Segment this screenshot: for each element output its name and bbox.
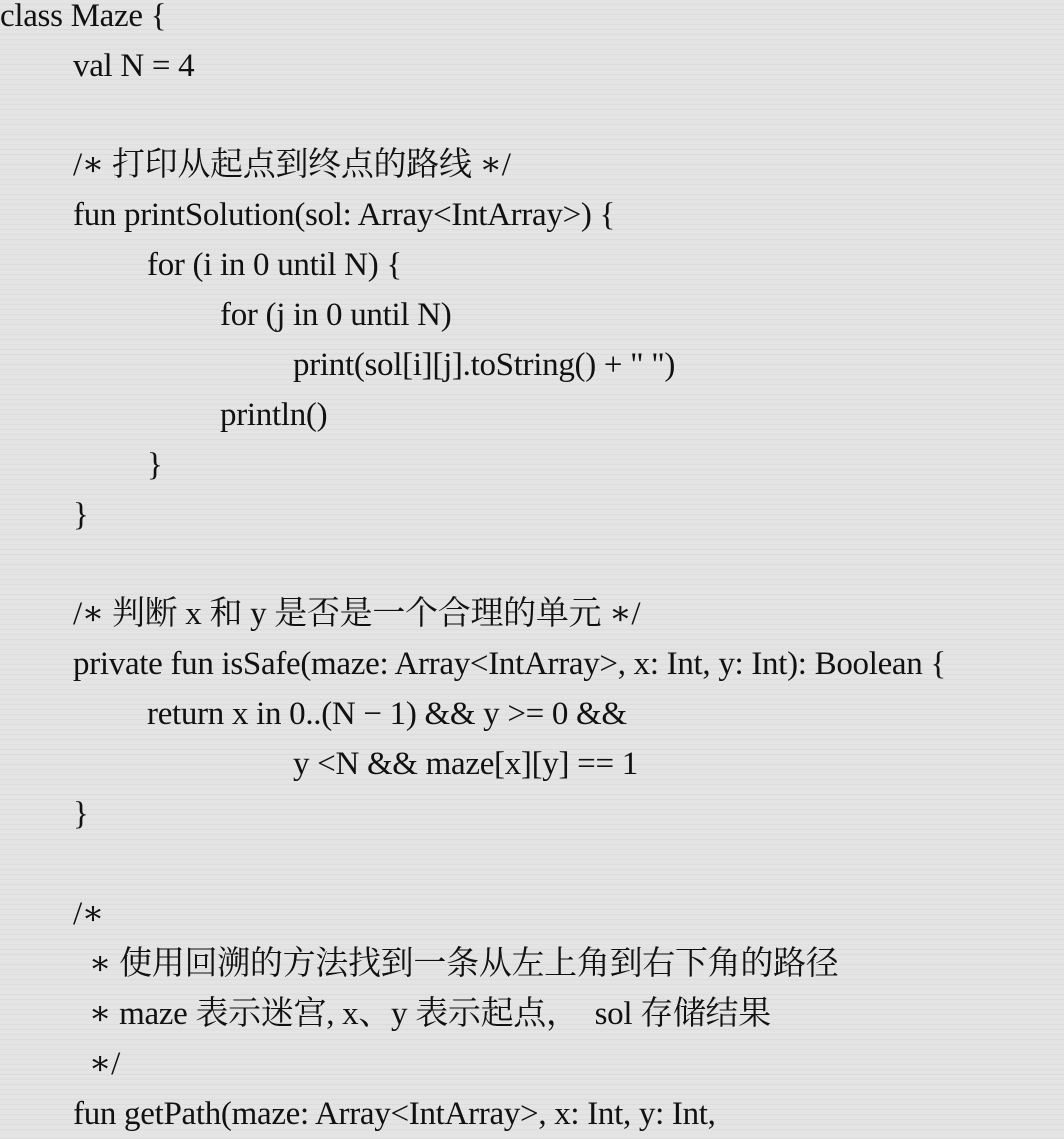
code-line-comment-close: ∗/ [89,1046,120,1082]
code-line-return-cont: y <N && maze[x][y] == 1 [293,746,638,782]
code-line-fun-getpath: fun getPath(maze: Array<IntArray>, x: Int, y: Int, [73,1096,716,1132]
code-line-return: return x in 0..(N − 1) && y >= 0 && [147,696,627,732]
code-line-close-brace: } [147,447,163,483]
code-line-print: print(sol[i][j].toString() + " ") [293,347,676,383]
code-line-comment: /∗ 打印从起点到终点的路线 ∗/ [73,147,511,183]
code-line-close-brace: } [73,796,89,832]
code-line-println: println() [220,397,328,433]
code-line-fun-printsolution: fun printSolution(sol: Array<IntArray>) { [73,197,616,233]
code-line-blank [0,839,73,889]
code-line-for-i: for (i in 0 until N) { [147,247,402,283]
code-line-for-j: for (j in 0 until N) [220,297,452,333]
code-line-blank [0,540,73,590]
code-line-comment: ∗ 使用回溯的方法找到一条从左上角到右下角的路径 [89,946,839,982]
code-line-comment: ∗ maze 表示迷宫, x、y 表示起点， sol 存储结果 [89,996,771,1032]
code-line-class-declaration: class Maze { [0,0,167,34]
code-line-val-n: val N = 4 [73,48,195,84]
code-line-fun-issafe: private fun isSafe(maze: Array<IntArray>, x: Int, y: Int): Boolean { [73,646,946,682]
code-line-comment-open: /∗ [73,896,104,932]
code-line-comment: /∗ 判断 x 和 y 是否是一个合理的单元 ∗/ [73,596,641,632]
code-line-blank [0,91,73,141]
code-line-close-brace: } [73,497,89,533]
